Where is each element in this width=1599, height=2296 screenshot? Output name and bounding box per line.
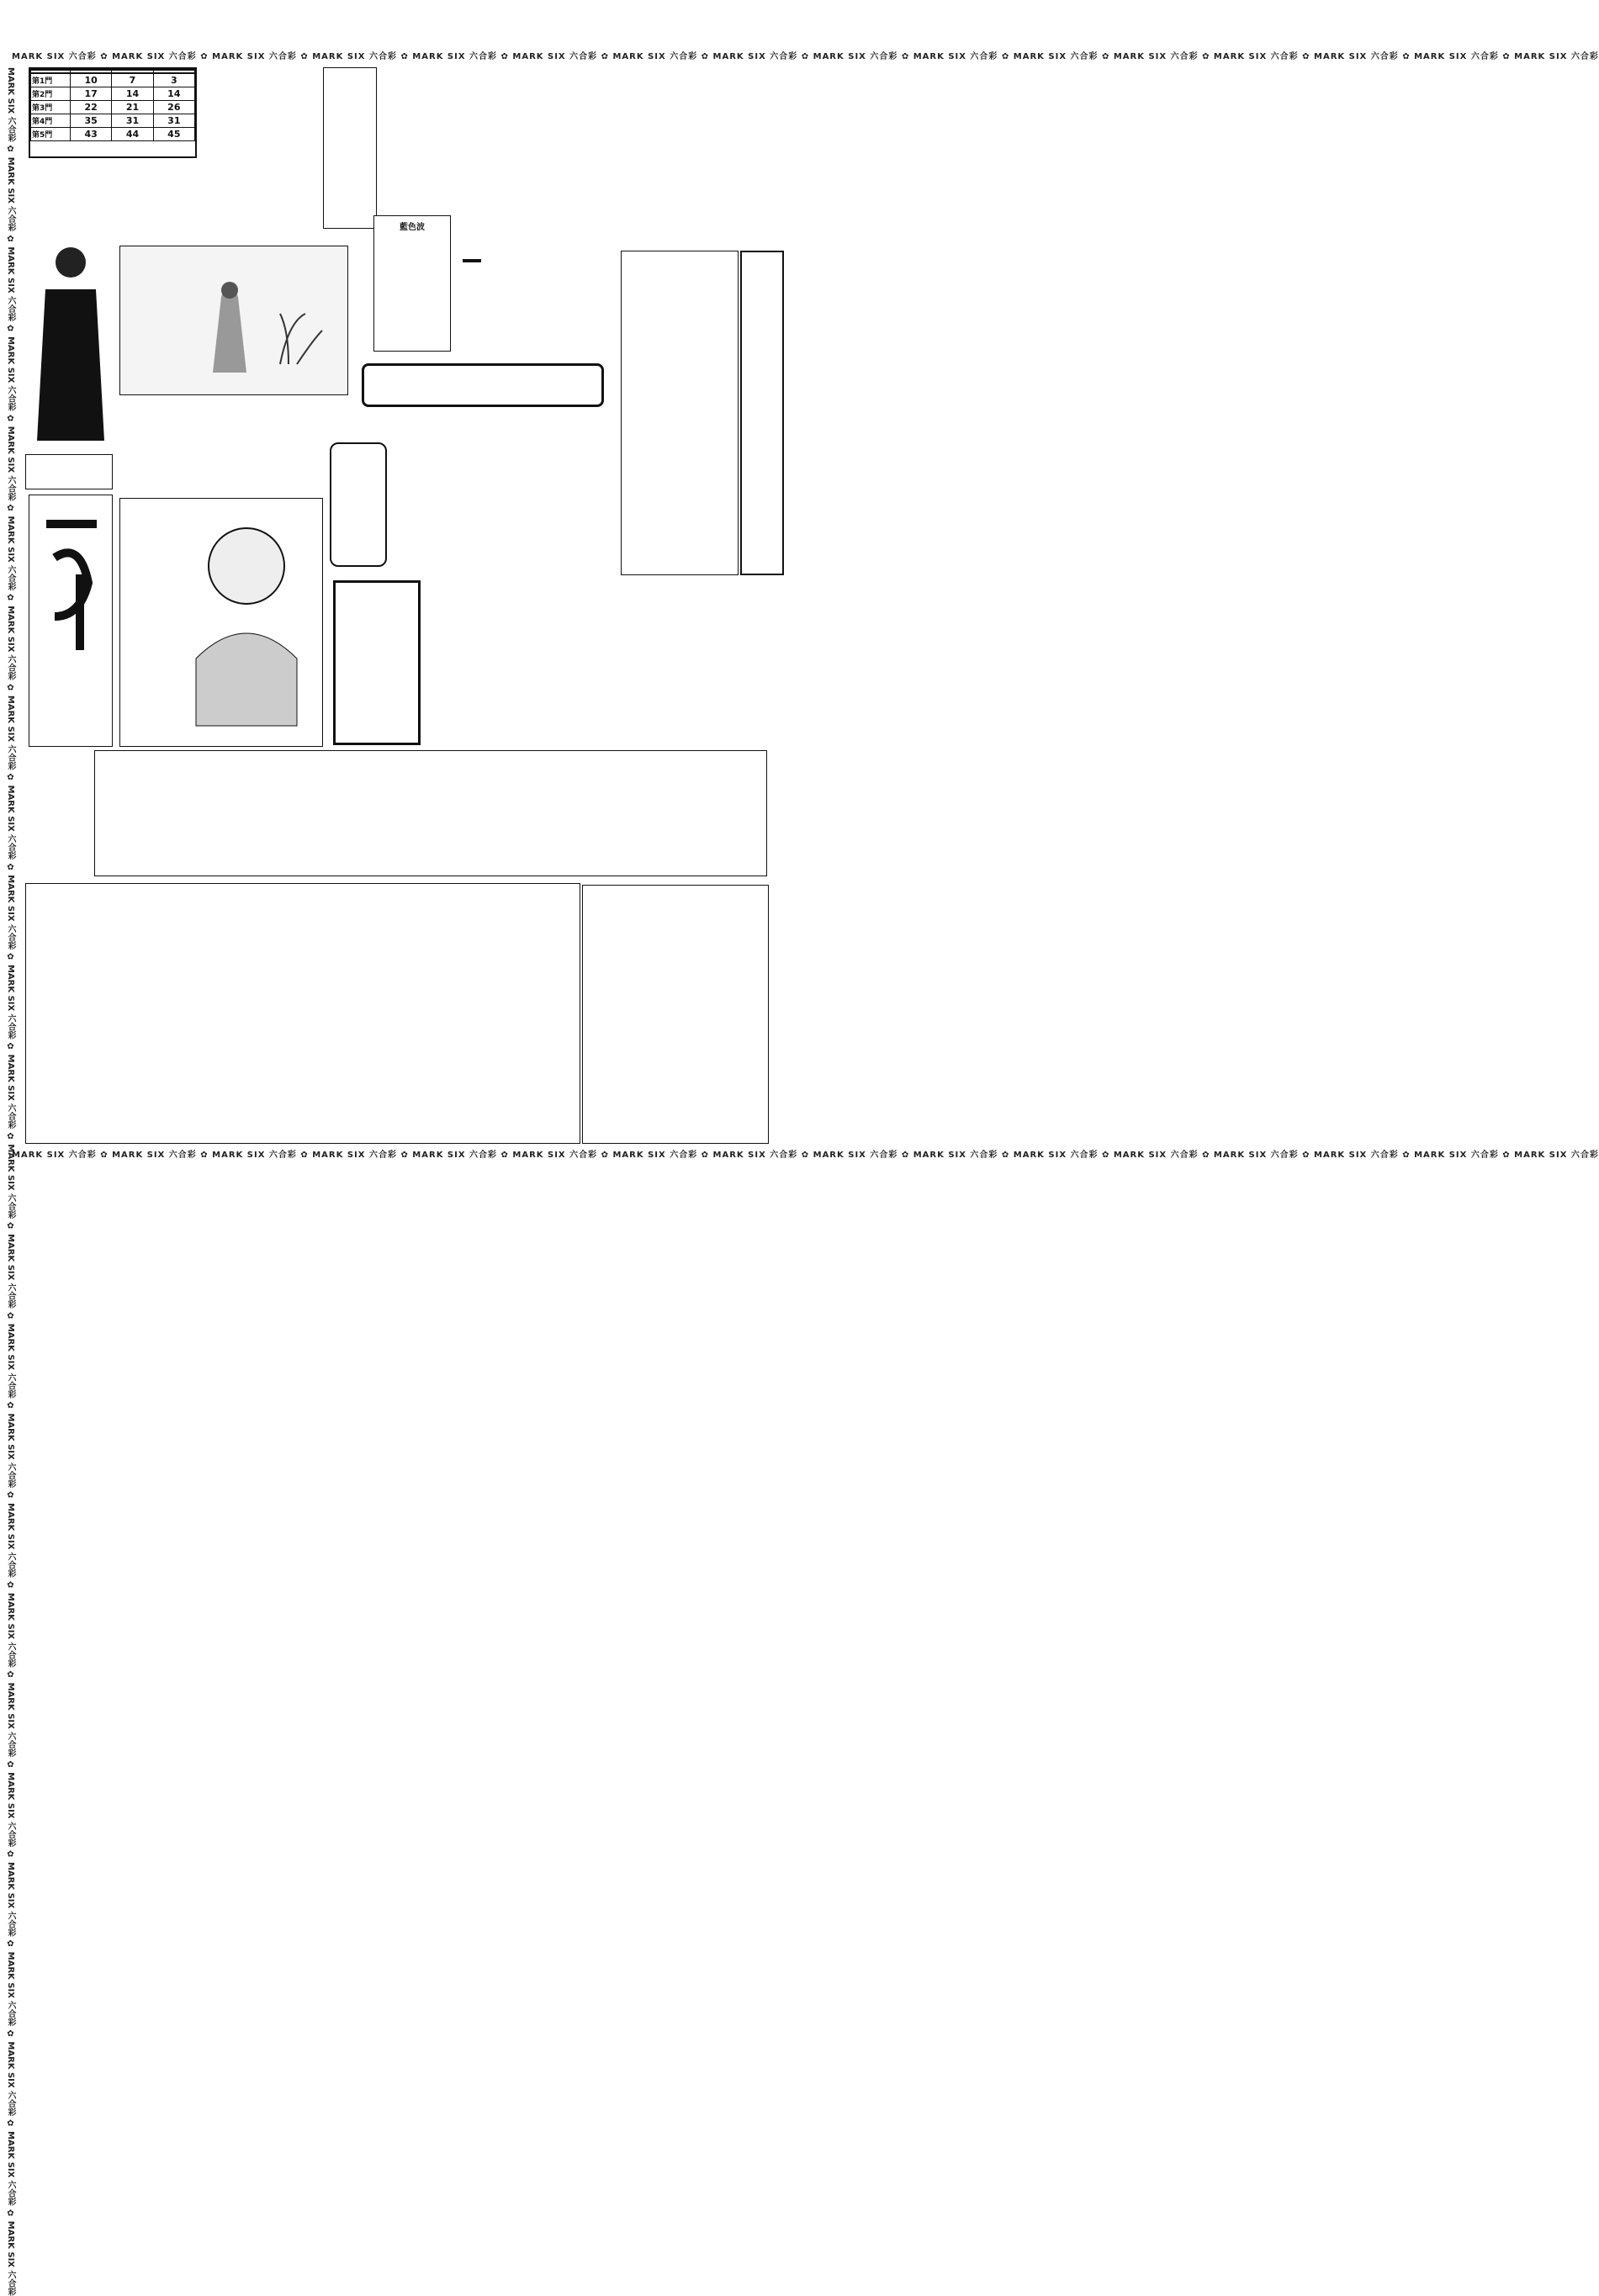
man-portrait [29, 239, 111, 449]
wave-star-panel [621, 251, 739, 575]
value-cell: 14 [112, 87, 153, 101]
color-group-name: 藍色波 [400, 223, 425, 232]
value-cell: 31 [112, 114, 153, 128]
man-caption [25, 454, 113, 489]
value-cell: 3 [153, 74, 194, 87]
value-cell: 22 [71, 101, 112, 114]
door-cell: 第4門 [31, 114, 71, 128]
doll-image [120, 499, 322, 746]
value-cell: 26 [153, 101, 194, 114]
value-cell: 43 [71, 128, 112, 141]
value-cell: 35 [71, 114, 112, 128]
value-cell: 44 [112, 128, 153, 141]
value-cell: 10 [71, 74, 112, 87]
value-cell: 14 [153, 87, 194, 101]
value-cell: 17 [71, 87, 112, 101]
capture-road-box [323, 67, 377, 229]
results-table [25, 883, 580, 1144]
freq-grid [582, 885, 769, 1144]
calligraphy-image [29, 507, 112, 659]
door-cell: 第3門 [31, 101, 71, 114]
hot-picks [330, 442, 387, 567]
value-cell: 45 [153, 128, 194, 141]
value-cell: 21 [112, 101, 153, 114]
nine-wave-title [740, 251, 784, 575]
poem [516, 224, 570, 316]
zodiac-title [25, 754, 62, 846]
horse-club-box [29, 495, 113, 747]
left-band: MARK SIX 六合彩 ✿ MARK SIX 六合彩 ✿ MARK SIX 六合彩 ✿ MARK SIX 六合彩 ✿ MARK SIX 六合彩 ✿ MARK SIX 六合彩 ✿ MARK SIX 六合彩 ✿ MARK SIX 六合彩 ✿ MARK SIX 六合彩 ✿ MARK SIX 六合彩 ✿ MARK SIX 六合彩 ✿ MARK SIX 六合彩 ✿ MARK SIX 六合彩 ✿ MARK SIX 六合彩 ✿ MARK SIX 六合彩 ✿ MARK SIX 六合彩 ✿ MARK SIX 六合彩 ✿ MARK SIX 六合彩 ✿ MARK SIX 六合彩 ✿ MARK SIX 六合彩 ✿ MARK SIX 六合彩 ✿ MARK SIX 六合彩 ✿ MARK SIX 六合彩 ✿ MARK SIX 六合彩 ✿ MARK SIX 六合彩 [6, 67, 15, 2296]
doll-box [119, 498, 323, 747]
door-cell: 第1門 [31, 74, 71, 87]
special-track-title [362, 363, 604, 407]
door-cell: 第2門 [31, 87, 71, 101]
illustration-fairy [119, 246, 348, 395]
value-cell: 31 [153, 114, 194, 128]
treasure-label [463, 259, 481, 262]
top-band: MARK SIX 六合彩 ✿ MARK SIX 六合彩 ✿ MARK SIX 六合彩 ✿ MARK SIX 六合彩 ✿ MARK SIX 六合彩 ✿ MARK SIX 六合彩 ✿ MARK SIX 六合彩 ✿ MARK SIX 六合彩 ✿ MARK SIX 六合彩 ✿ MARK SIX 六合彩 ✿ MARK SIX 六合彩 ✿ MARK SIX 六合彩 ✿ MARK SIX 六合彩 ✿ MARK SIX 六合彩 ✿ MARK SIX 六合彩 ✿ MARK SIX 六合彩 [12, 52, 1599, 61]
date-label [26, 904, 110, 919]
fairy-image [120, 246, 347, 394]
last-issue-text [432, 580, 769, 745]
this-issue-open [119, 434, 321, 488]
last-issue-box [333, 580, 421, 745]
door-cell: 第5門 [31, 128, 71, 141]
door-analysis [38, 81, 315, 215]
value-cell: 7 [112, 74, 153, 87]
bottom-band: MARK SIX 六合彩 ✿ MARK SIX 六合彩 ✿ MARK SIX 六合彩 ✿ MARK SIX 六合彩 ✿ MARK SIX 六合彩 ✿ MARK SIX 六合彩 ✿ MARK SIX 六合彩 ✿ MARK SIX 六合彩 ✿ MARK SIX 六合彩 ✿ MARK SIX 六合彩 ✿ MARK SIX 六合彩 ✿ MARK SIX 六合彩 ✿ MARK SIX 六合彩 ✿ MARK SIX 六合彩 ✿ MARK SIX 六合彩 ✿ MARK SIX 六合彩 [12, 1151, 1599, 1160]
zodiac-grid [94, 750, 767, 876]
color-wave-box [373, 215, 451, 352]
